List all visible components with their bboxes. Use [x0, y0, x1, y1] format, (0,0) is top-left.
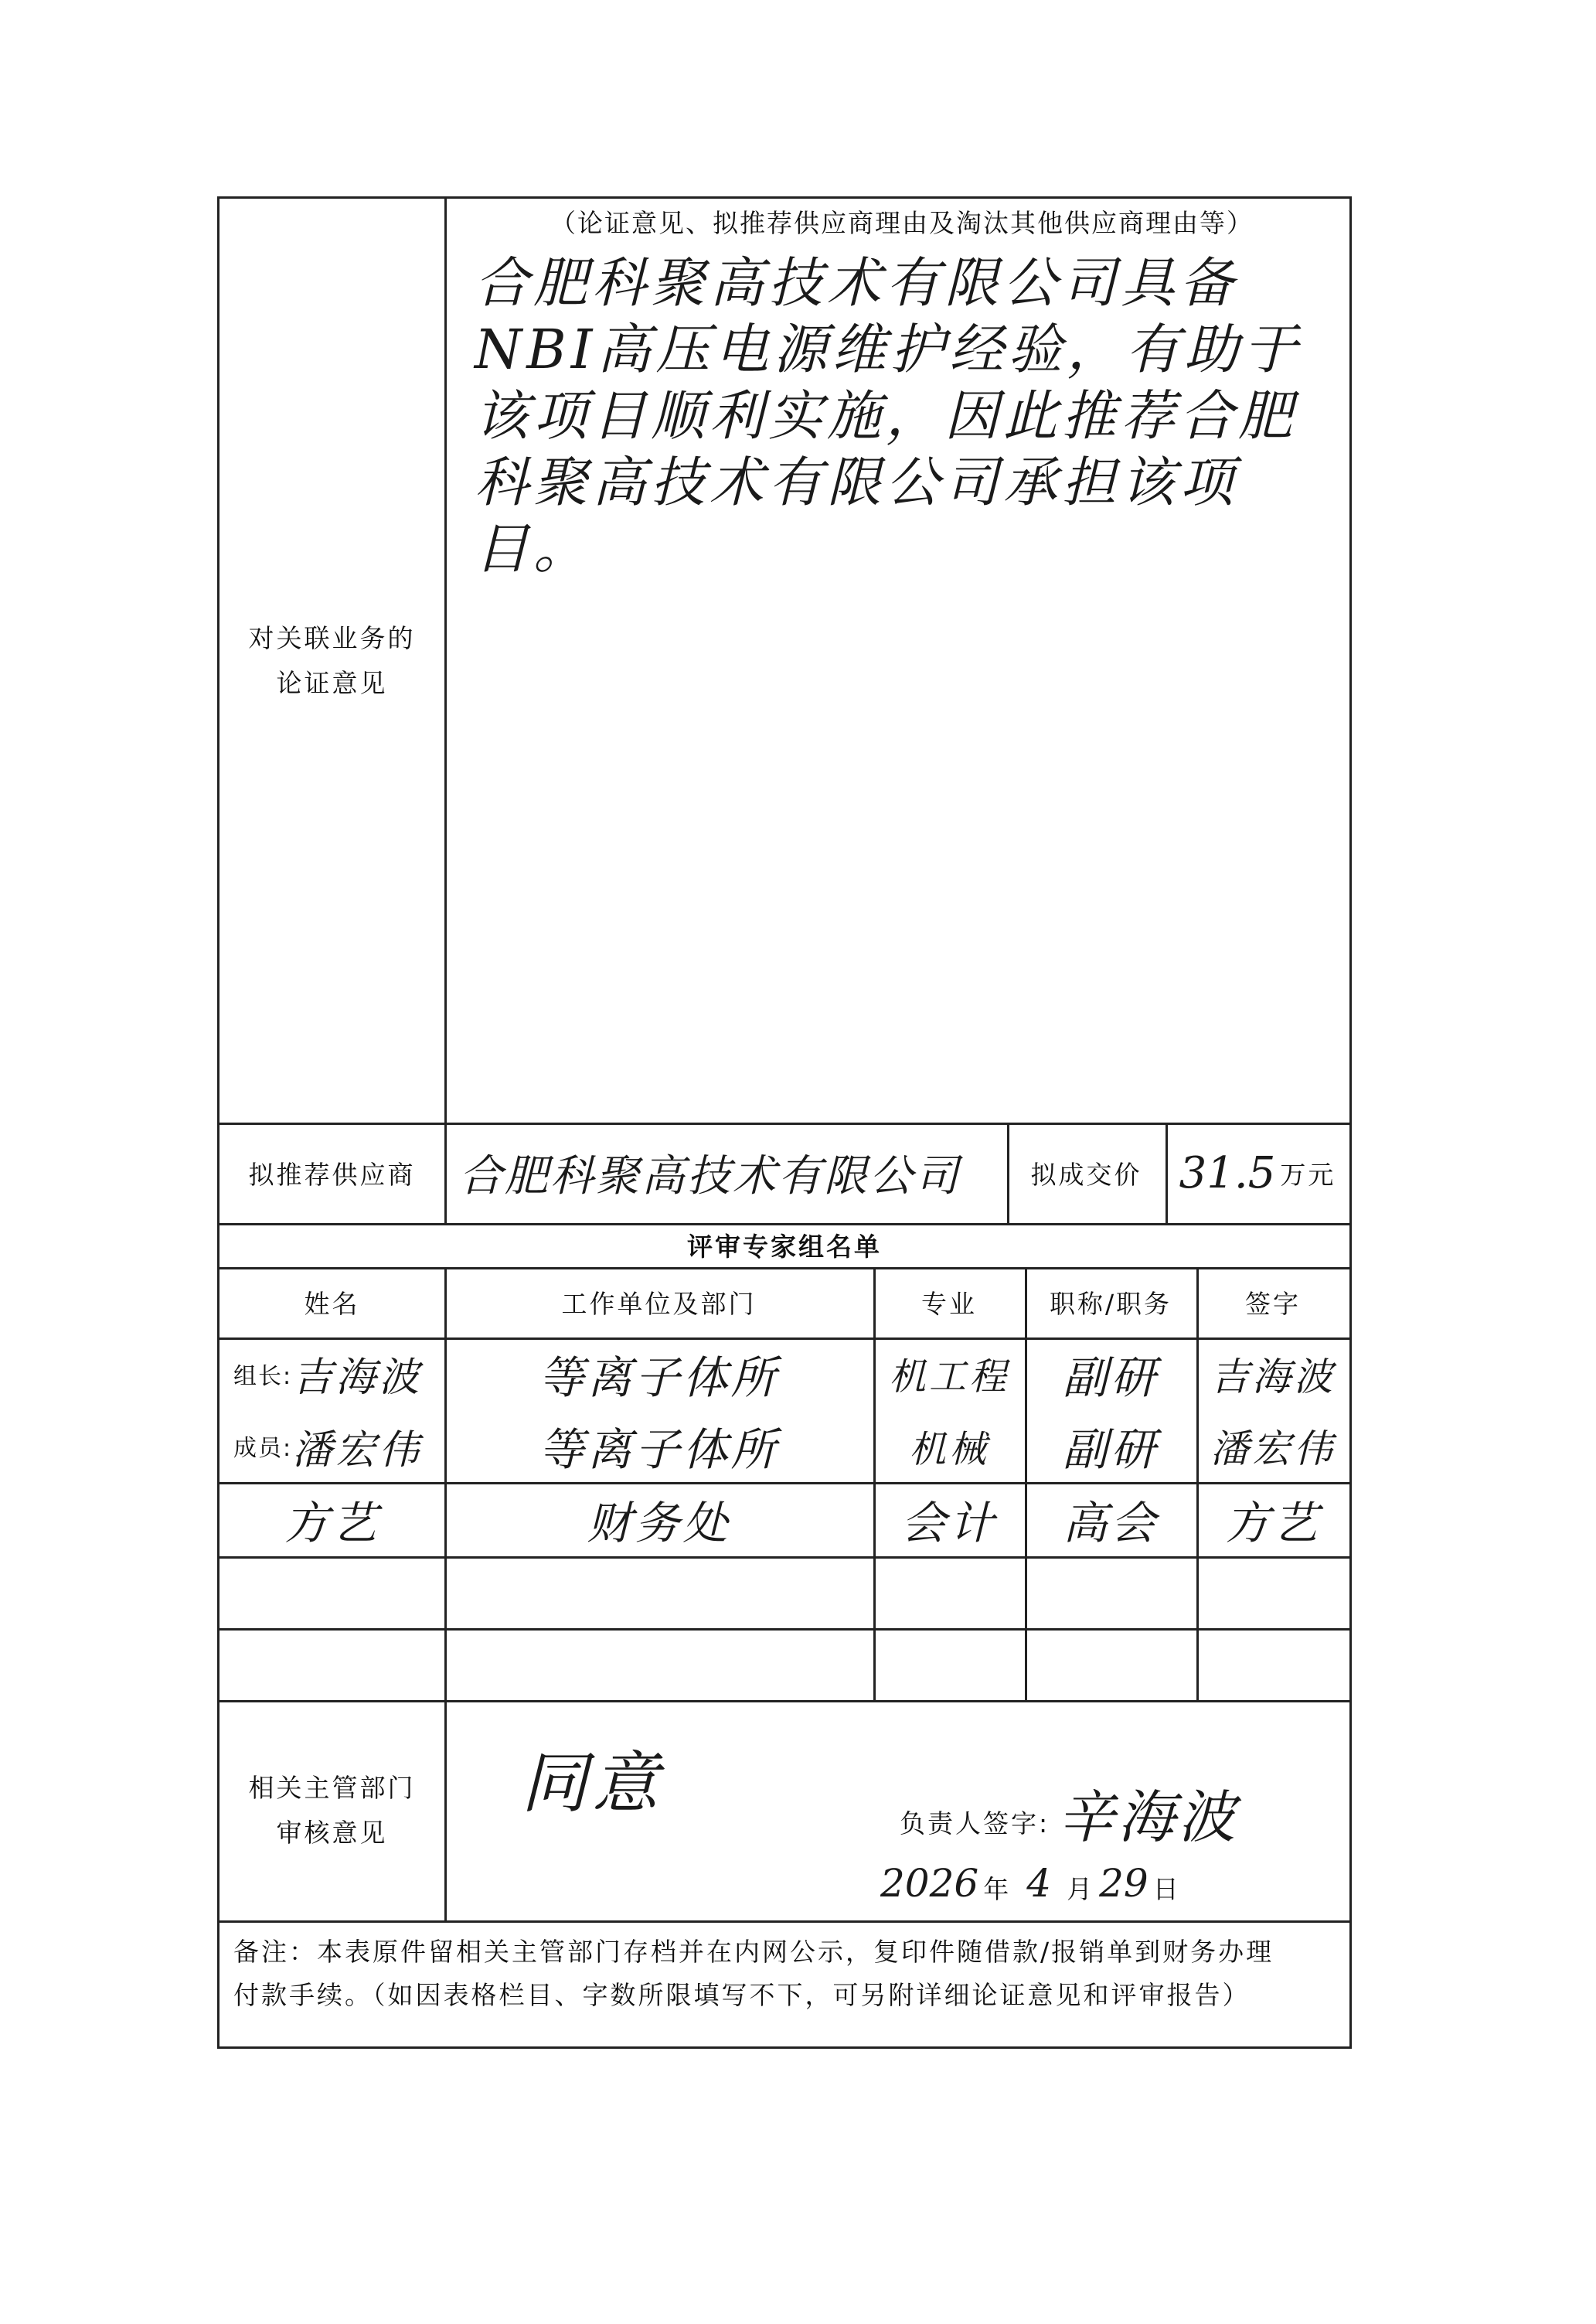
row-major: 机工程 [888, 1355, 1009, 1399]
row-unit: 等离子体所 [539, 1351, 779, 1404]
row-name: 方艺 [284, 1497, 380, 1549]
row-signature: 潘宏伟 [1210, 1426, 1336, 1471]
date-year-label: 年 [983, 1874, 1012, 1904]
row-signature: 吉海波 [1210, 1354, 1336, 1399]
row-signature: 方艺 [1224, 1497, 1321, 1549]
date-day-label: 日 [1152, 1874, 1181, 1904]
date-month-label: 月 [1067, 1874, 1095, 1904]
row-signature [1196, 1628, 1349, 1700]
footer-note-line2: 付款手续。（如因表格栏目、字数所限填写不下，可另附详细论证意见和评审报告） [233, 1980, 1251, 2010]
row-title [1025, 1628, 1196, 1700]
row-unit: 等离子体所 [539, 1423, 779, 1476]
row-signature [1196, 1556, 1349, 1628]
row-title [1025, 1556, 1196, 1628]
approval-opinion: 同意 [521, 1745, 663, 1822]
opinion-handwritten-text: 合肥科聚高技术有限公司具备NBI高压电源维护经验，有助于该项目顺利实施，因此推荐合肥科聚高技术有限公司承担该项目。 [475, 251, 1302, 581]
signer-name: 辛海波 [1057, 1784, 1239, 1851]
row-major: 机械 [908, 1427, 989, 1471]
header-name: 姓名 [304, 1289, 360, 1319]
opinion-label-line1: 对关联业务的 [248, 622, 416, 653]
table-row [219, 1409, 444, 1482]
row-major [873, 1628, 1025, 1700]
header-unit: 工作单位及部门 [561, 1289, 757, 1319]
row-major: 会计 [900, 1497, 997, 1549]
row-name [219, 1628, 444, 1700]
supplier-label: 拟推荐供应商 [248, 1159, 416, 1190]
approval-label-line2: 审核意见 [276, 1817, 388, 1848]
header-signature: 签字 [1245, 1289, 1301, 1319]
price-label: 拟成交价 [1030, 1159, 1142, 1190]
price-unit: 万元 [1280, 1159, 1336, 1190]
supplier-divider-1 [444, 1123, 447, 1223]
signer-block [900, 1772, 1238, 1854]
row-unit [444, 1556, 873, 1628]
row-role: 成员: [233, 1435, 293, 1462]
approval-divider [444, 1700, 447, 1920]
row-name: 潘宏伟 [292, 1426, 423, 1474]
header-major: 专业 [921, 1289, 977, 1319]
row-title: 副研 [1062, 1351, 1159, 1404]
expert-panel-title: 评审专家组名单 [687, 1232, 882, 1262]
approval-label [219, 1700, 444, 1920]
row-major [873, 1556, 1025, 1628]
row-title: 副研 [1062, 1423, 1159, 1476]
row-name [219, 1556, 444, 1628]
table-row [219, 1337, 444, 1409]
approval-date [880, 1861, 1181, 1906]
footer-note [233, 1930, 1339, 2017]
row-name: 吉海波 [292, 1355, 423, 1401]
header-title: 职称/职务 [1049, 1289, 1172, 1319]
row-unit: 财务处 [587, 1497, 731, 1549]
price-cell [1166, 1123, 1349, 1223]
price-value: 31.5 [1179, 1147, 1276, 1198]
opinion-divider [444, 199, 447, 1123]
table-row [219, 1482, 444, 1556]
opinion-label-line2: 论证意见 [276, 667, 388, 698]
approval-label-line1: 相关主管部门 [248, 1772, 416, 1803]
signer-label: 负责人签字: [900, 1808, 1050, 1838]
footer-note-line1: 备注：本表原件留相关主管部门存档并在内网公示，复印件随借款/报销单到财务办理 [233, 1937, 1274, 1967]
opinion-instruction: （论证意见、拟推荐供应商理由及淘汰其他供应商理由等） [550, 208, 1254, 238]
procurement-form [217, 196, 1352, 2049]
opinion-label [219, 199, 444, 1123]
footer-top-border [219, 1920, 1349, 1923]
date-day: 29 [1099, 1861, 1149, 1906]
row-unit [444, 1628, 873, 1700]
date-month: 4 [1026, 1861, 1052, 1906]
row-role: 组长: [233, 1362, 293, 1390]
row-title: 高会 [1062, 1497, 1159, 1549]
supplier-name: 合肥科聚高技术有限公司 [459, 1151, 961, 1201]
date-year: 2026 [880, 1861, 979, 1906]
